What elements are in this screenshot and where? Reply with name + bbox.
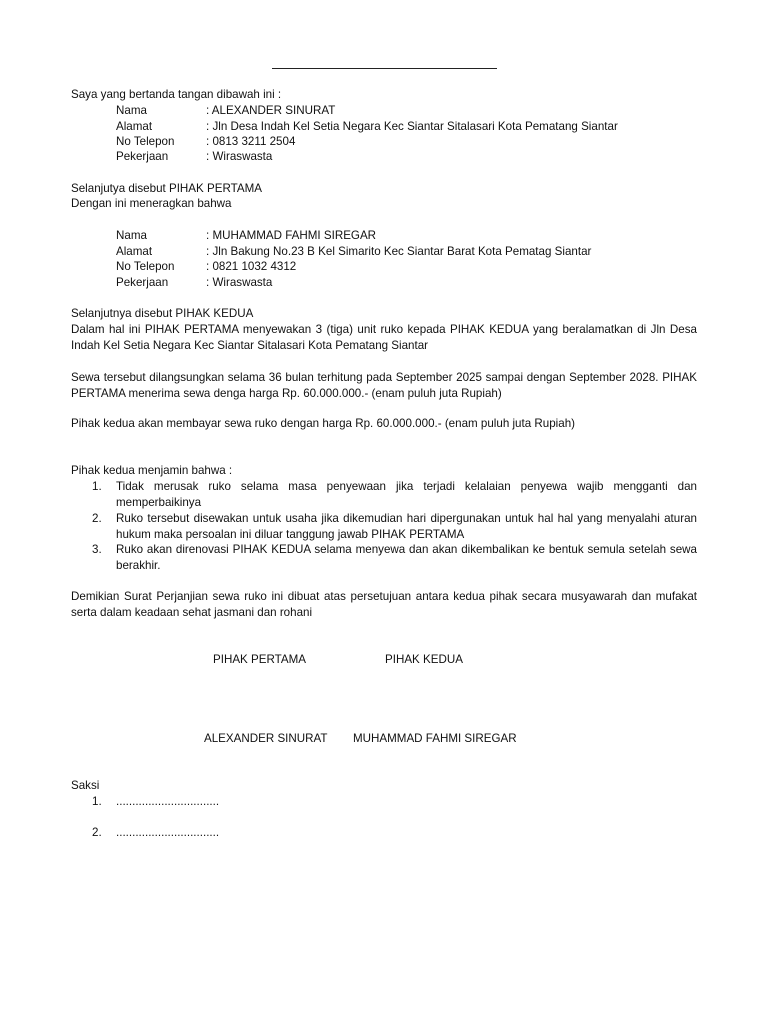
field-label: Alamat — [116, 245, 153, 258]
list-text: Ruko akan direnovasi PIHAK KEDUA selama menyewa dan akan dikembalikan ke bentuk semula setelah sewa berakhir. — [116, 543, 697, 572]
field-value: : Jln Bakung No.23 B Kel Simarito Kec Siantar Barat Kota Pematag Siantar — [206, 245, 592, 258]
field-value: : 0813 3211 2504 — [206, 135, 296, 148]
payment-paragraph: Pihak kedua akan membayar sewa ruko dengan harga Rp. 60.000.000.- (enam puluh juta Rupiah) — [71, 417, 575, 430]
field-value: : Wiraswasta — [206, 150, 273, 163]
field-label: Alamat — [116, 120, 153, 133]
field-value: : 0821 1032 4312 — [206, 260, 297, 273]
closing-paragraph: Demikian Surat Perjanjian sewa ruko ini dibuat atas persetujuan antara kedua pihak secara musyawarah dan mufakat serta dalam keadaan sehat jasmani dan rohani — [71, 590, 697, 619]
transition-text: Dengan ini meneragkan bahwa — [71, 197, 232, 210]
list-number: 1. — [92, 480, 102, 493]
duration-paragraph: Sewa tersebut dilangsungkan selama 36 bulan terhitung pada September 2025 sampai dengan September 2028. PIHAK PERTAMA menerima sewa denga harga Rp. 60.000.000.- (enam puluh juta Rupiah) — [71, 371, 697, 400]
first-party-name: ALEXANDER SINURAT — [204, 732, 328, 745]
witness-signature-line: ................................ — [116, 795, 220, 808]
title-underline — [272, 68, 497, 69]
list-item — [92, 825, 697, 841]
party-one-designation: Selanjutya disebut PIHAK PERTAMA — [71, 182, 262, 195]
party-two-designation: Selanjutnya disebut PIHAK KEDUA — [71, 307, 254, 320]
field-label: Pekerjaan — [116, 150, 169, 163]
list-item — [92, 542, 697, 573]
list-number: 2. — [92, 826, 102, 839]
rent-paragraph: Dalam hal ini PIHAK PERTAMA menyewakan 3 (tiga) unit ruko kepada PIHAK KEDUA yang beralamatkan di Jln Desa Indah Kel Setia Negara Kec Siantar Sitalasari Kota Pematang Siantar — [71, 323, 697, 352]
field-label: Nama — [116, 229, 147, 242]
witness-signature-line: ................................ — [116, 826, 220, 839]
guarantee-intro: Pihak kedua menjamin bahwa : — [71, 464, 233, 477]
list-number: 2. — [92, 512, 102, 525]
list-item — [92, 511, 697, 542]
list-text: Ruko tersebut disewakan untuk usaha jika dikemudian hari dipergunakan untuk hal hal yang menyalahi aturan hukum maka persoalan ini diluar tanggung jawab PIHAK PERTAMA — [116, 512, 697, 541]
field-label: No Telepon — [116, 260, 175, 273]
witness-label: Saksi — [71, 779, 100, 792]
list-text: Tidak merusak ruko selama masa penyewaan jika terjadi kelalaian penyewa wajib mengganti dan memperbaikinya — [116, 480, 697, 509]
field-value: : Jln Desa Indah Kel Setia Negara Kec Siantar Sitalasari Kota Pematang Siantar — [206, 120, 618, 133]
field-value: : ALEXANDER SINURAT — [206, 104, 336, 117]
field-value: : Wiraswasta — [206, 276, 273, 289]
list-number: 3. — [92, 543, 102, 556]
first-party-title: PIHAK PERTAMA — [213, 653, 306, 666]
field-label: Nama — [116, 104, 147, 117]
list-item — [92, 479, 697, 510]
second-party-name: MUHAMMAD FAHMI SIREGAR — [353, 732, 517, 745]
field-value: : MUHAMMAD FAHMI SIREGAR — [206, 229, 377, 242]
field-label: No Telepon — [116, 135, 175, 148]
list-item — [92, 794, 697, 810]
intro-text: Saya yang bertanda tangan dibawah ini : — [71, 88, 282, 101]
second-party-title: PIHAK KEDUA — [385, 653, 463, 666]
list-number: 1. — [92, 795, 102, 808]
field-label: Pekerjaan — [116, 276, 169, 289]
